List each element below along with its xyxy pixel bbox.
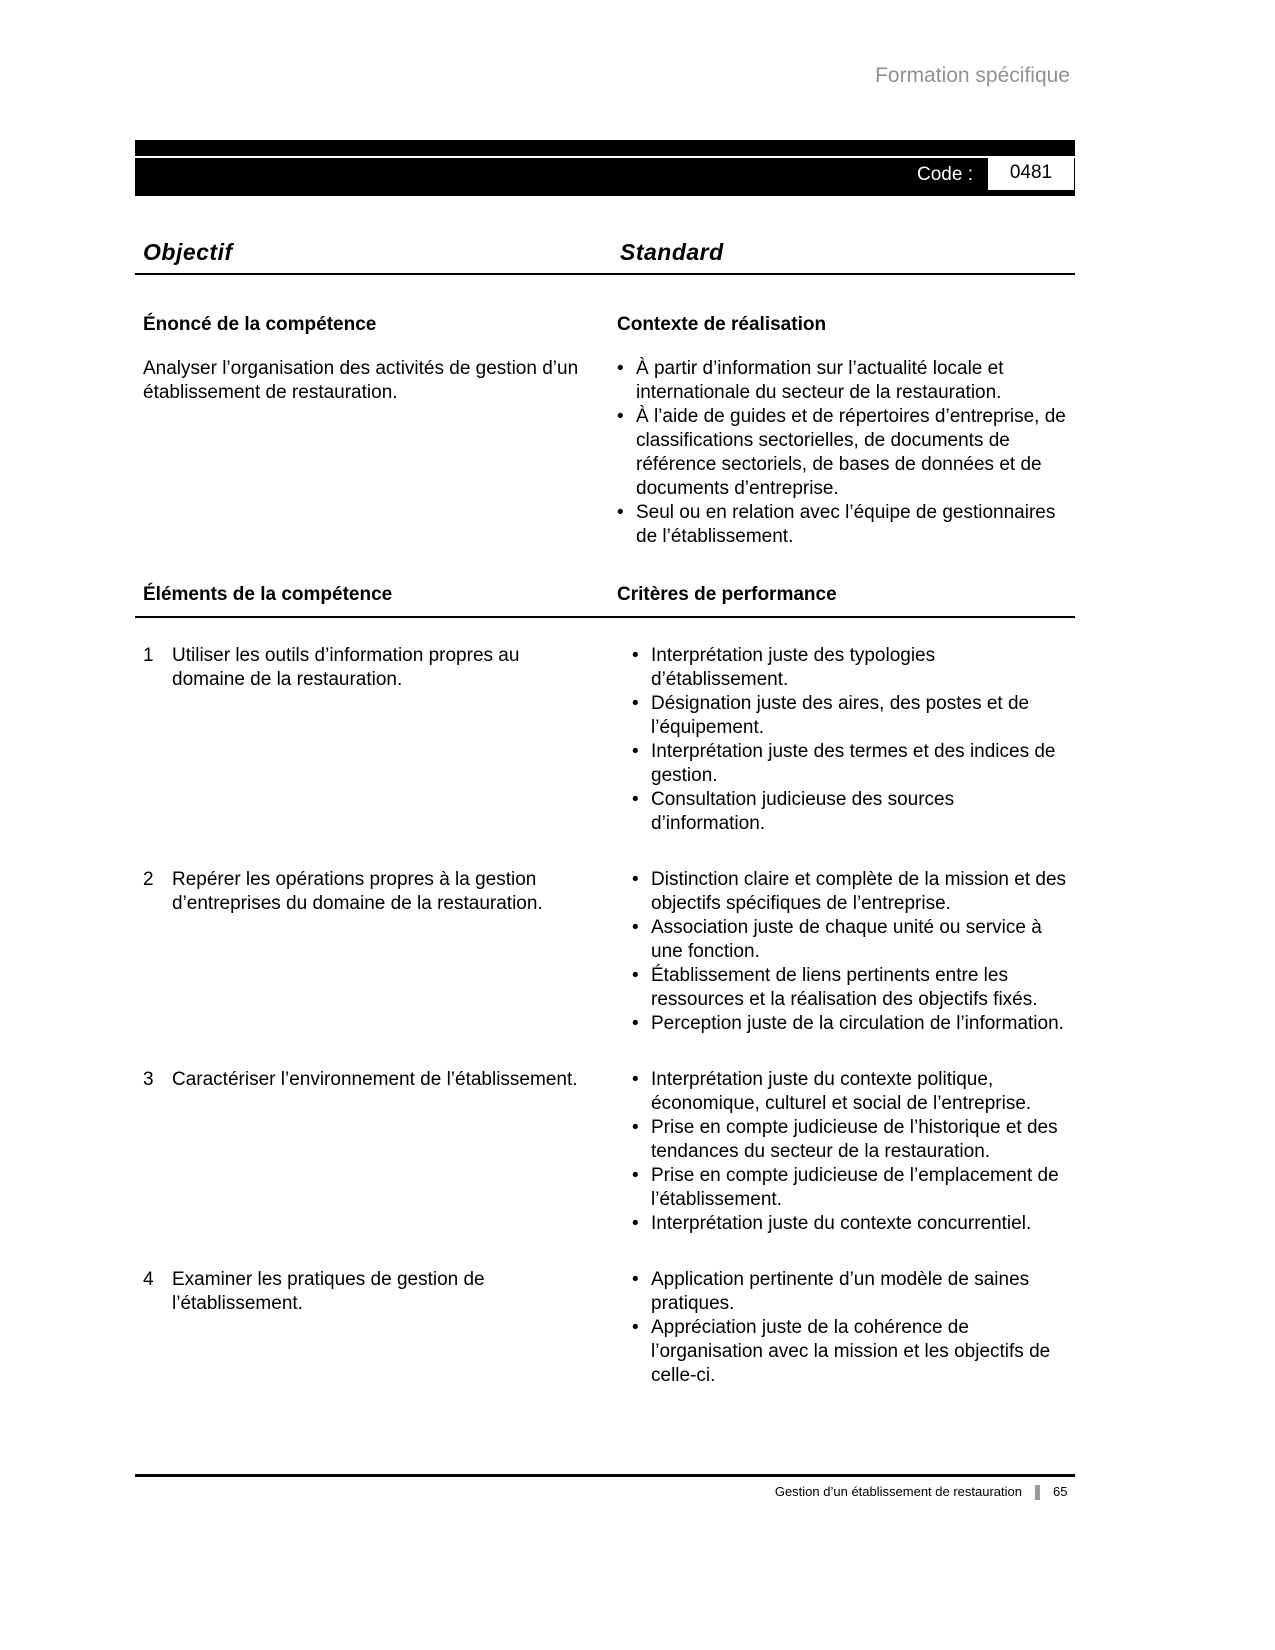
contexte-list xyxy=(617,357,1073,549)
element-text: Examiner les pratiques de gestion de l’établissement. xyxy=(172,1269,485,1314)
element-item xyxy=(143,868,591,916)
criterion: • Consultation judicieuse des sources d’information. xyxy=(617,788,1073,836)
criterion: • Interprétation juste des termes et des indices de gestion. xyxy=(617,740,1073,788)
footer-title: Gestion d’un établissement de restauration xyxy=(774,1484,1022,1499)
criterion: • Établissement de liens pertinents entre les ressources et la réalisation des objectifs fixés. xyxy=(617,964,1073,1012)
contexte-bullet: • Seul ou en relation avec l’équipe de gestionnaires de l’établissement. xyxy=(617,501,1073,549)
enonce-heading: Énoncé de la compétence xyxy=(143,314,377,335)
page-number: 65 xyxy=(1053,1484,1068,1499)
competence-row-4 xyxy=(135,1268,1075,1388)
criterion: • Prise en compte judicieuse de l’emplacement de l’établissement. xyxy=(617,1164,1073,1212)
contexte-bullet: • À partir d’information sur l’actualité locale et internationale du secteur de la restauration. xyxy=(617,357,1073,405)
element-item xyxy=(143,644,591,692)
element-number: 2 xyxy=(143,869,154,890)
element-item xyxy=(143,1068,591,1092)
criteria-list xyxy=(617,1068,1073,1236)
code-label: Code : xyxy=(917,164,973,185)
running-header: Formation spécifique xyxy=(875,64,1070,87)
code-value: 0481 xyxy=(988,156,1074,190)
competence-row-1 xyxy=(135,644,1075,836)
element-text: Repérer les opérations propres à la gestion d’entreprises du domaine de la restauration. xyxy=(172,869,543,914)
code-bar xyxy=(135,140,1075,196)
contexte-bullet: • À l’aide de guides et de répertoires d’entreprise, de classifications sectorielles, de documents de référence sectoriels, de bases de données et de documents d’entreprise. xyxy=(617,405,1073,501)
criterion: • Interprétation juste du contexte concurrentiel. xyxy=(617,1212,1073,1236)
contexte-heading: Contexte de réalisation xyxy=(617,314,827,335)
enonce-contexte-headings xyxy=(135,313,1075,337)
elements-criteres-headings xyxy=(135,583,1075,618)
criterion: • Distinction claire et complète de la mission et des objectifs spécifiques de l’entreprise. xyxy=(617,868,1073,916)
criterion: • Perception juste de la circulation de l’information. xyxy=(617,1012,1073,1036)
elements-heading: Éléments de la compétence xyxy=(143,584,393,605)
criteria-list xyxy=(617,868,1073,1036)
competence-row-2 xyxy=(135,868,1075,1036)
criteres-heading: Critères de performance xyxy=(617,584,837,605)
criterion: • Prise en compte judicieuse de l’historique et des tendances du secteur de la restauration. xyxy=(617,1116,1073,1164)
element-number: 4 xyxy=(143,1269,154,1290)
objectif-title: Objectif xyxy=(143,239,233,265)
content-area xyxy=(135,230,1075,1420)
code-bar-divider xyxy=(135,156,1075,158)
enonce-contexte-body xyxy=(135,357,1075,549)
criteria-list xyxy=(617,644,1073,836)
element-text: Caractériser l’environnement de l’établissement. xyxy=(172,1069,578,1090)
criteria-list xyxy=(617,1268,1073,1388)
element-number: 3 xyxy=(143,1069,154,1090)
standard-title: Standard xyxy=(620,239,724,265)
criterion: • Association juste de chaque unité ou service à une fonction. xyxy=(617,916,1073,964)
section-heading-row xyxy=(135,230,1075,275)
criterion: • Désignation juste des aires, des postes et de l’équipement. xyxy=(617,692,1073,740)
criterion: • Interprétation juste des typologies d’établissement. xyxy=(617,644,1073,692)
competence-statement: Analyser l’organisation des activités de gestion d’un établissement de restauration. xyxy=(143,358,579,403)
footer-separator xyxy=(1035,1485,1040,1500)
criterion: • Appréciation juste de la cohérence de l’organisation avec la mission et les objectifs de celle-ci. xyxy=(617,1316,1073,1388)
criterion: • Application pertinente d’un modèle de saines pratiques. xyxy=(617,1268,1073,1316)
element-number: 1 xyxy=(143,645,154,666)
criterion: • Interprétation juste du contexte politique, économique, culturel et social de l’entreprise. xyxy=(617,1068,1073,1116)
element-text: Utiliser les outils d’information propres au domaine de la restauration. xyxy=(172,645,520,690)
element-item xyxy=(143,1268,591,1316)
competence-row-3 xyxy=(135,1068,1075,1236)
page-footer xyxy=(135,1474,1075,1500)
